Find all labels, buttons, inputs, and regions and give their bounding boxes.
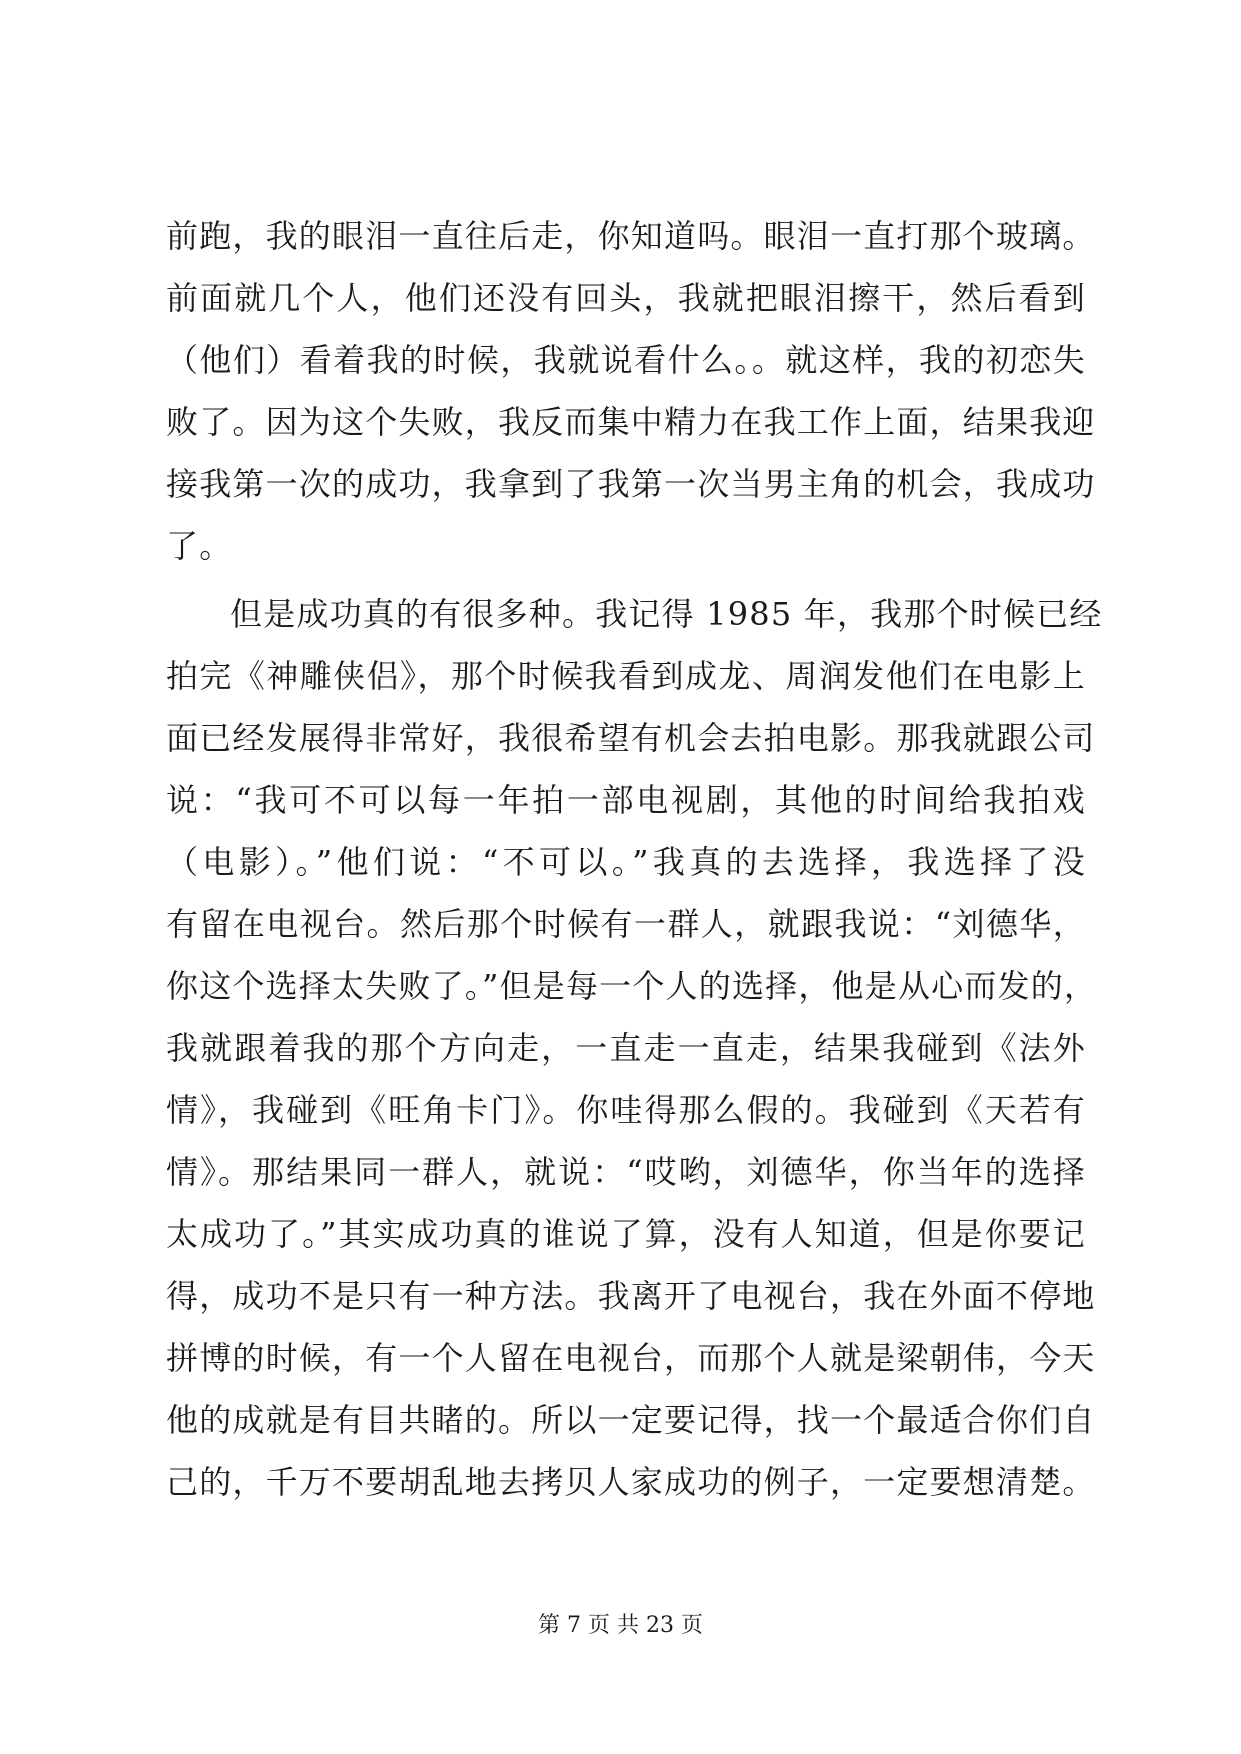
text-line: 说：“我可不可以每一年拍一部电视剧，其他的时间给我拍戏 [166,781,1086,819]
text-line: 你这个选择太失败了。”但是每一个人的选择，他是从心而发的， [166,967,1098,1005]
text-line: 接我第一次的成功，我拿到了我第一次当男主角的机会，我成功 [166,465,1096,503]
body-text [166,205,1103,1513]
text-line: 有留在电视台。然后那个时候有一群人，就跟我说：“刘德华， [166,905,1086,943]
text-line: 他的成就是有目共睹的。所以一定要记得，找一个最适合你们自 [166,1401,1096,1439]
text-line: 情》。那结果同一群人，就说：“哎哟，刘德华，你当年的选择 [166,1153,1086,1191]
text-line: 前面就几个人，他们还没有回头，我就把眼泪擦干，然后看到 [166,279,1086,317]
text-line: 拍完《神雕侠侣》，那个时候我看到成龙、周润发他们在电影上 [166,657,1086,695]
text-line: 情》，我碰到《旺角卡门》。你哇得那么假的。我碰到《天若有 [166,1091,1086,1129]
text-line: 败了。因为这个失败，我反而集中精力在我工作上面，结果我迎 [166,403,1096,441]
text-line: 得，成功不是只有一种方法。我离开了电视台，我在外面不停地 [166,1277,1096,1315]
text-line: 太成功了。”其实成功真的谁说了算，没有人知道，但是你要记 [166,1215,1086,1253]
text-line: 己的，千万不要胡乱地去拷贝人家成功的例子，一定要想清楚。 [166,1463,1096,1501]
text-line: 前跑，我的眼泪一直往后走，你知道吗。眼泪一直打那个玻璃。 [166,217,1096,255]
text-line: 拼博的时候，有一个人留在电视台，而那个人就是梁朝伟，今天 [166,1339,1096,1377]
text-line: 但是成功真的有很多种。我记得 1985 年，我那个时候已经 [230,595,1103,633]
text-line: （他们）看着我的时候，我就说看什么。。就这样，我的初恋失 [166,341,1086,379]
paragraph-1 [166,205,1096,577]
text-line: 面已经发展得非常好，我很希望有机会去拍电影。那我就跟公司 [166,719,1096,757]
text-line: 我就跟着我的那个方向走，一直走一直走，结果我碰到《法外 [166,1029,1086,1067]
page-number-footer: 第 7 页 共 23 页 [538,1613,703,1638]
text-line: （电影）。”他们说：“不可以。”我真的去选择，我选择了没 [166,843,1086,881]
text-line: 了。 [166,527,233,565]
paragraph-2 [166,583,1103,1513]
